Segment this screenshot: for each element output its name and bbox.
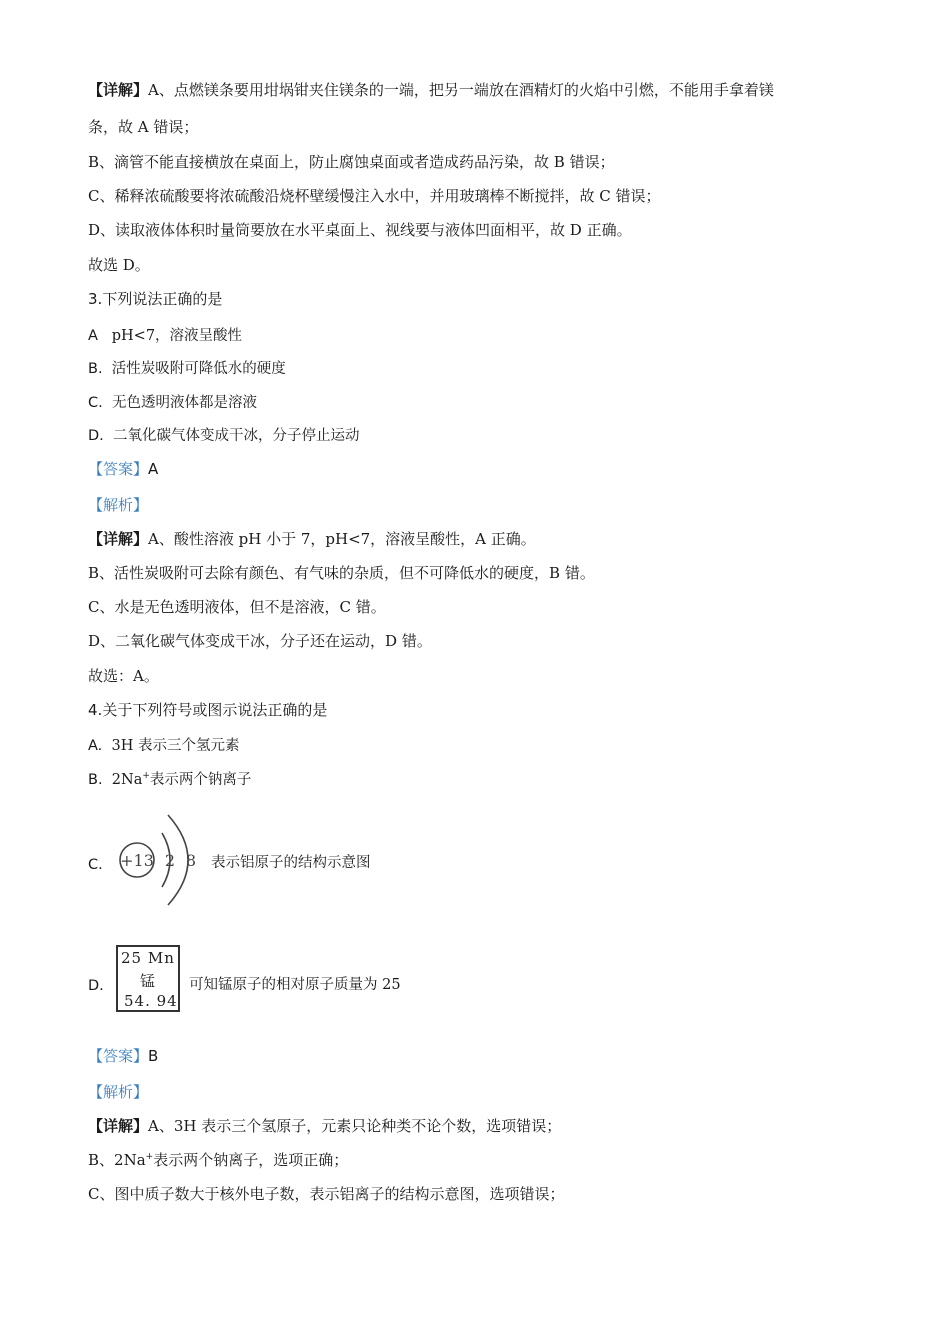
- q3-conclusion: 故选：A。: [88, 667, 159, 685]
- q3-number: 3.: [88, 290, 103, 308]
- shell-2-electrons: 8: [185, 851, 197, 870]
- q4-option-c-letter: C.: [88, 857, 103, 873]
- answer-tag: 【答案】: [88, 1047, 149, 1065]
- nucleus-charge: +13: [120, 851, 154, 870]
- q4-detail-c: C、图中质子数大于核外电子数，表示铝离子的结构示意图，选项错误；: [88, 1185, 565, 1203]
- atomic-number: 25: [121, 949, 143, 967]
- element-name: 锰: [140, 972, 156, 990]
- element-header: [121, 949, 175, 967]
- q4-option-c-text: 表示铝原子的结构示意图: [211, 855, 371, 871]
- q3-option-a: A pH<7，溶液呈酸性: [88, 328, 243, 344]
- q4-stem: 4.关于下列符号或图示说法正确的是: [88, 701, 328, 719]
- q3-option-c: C. 无色透明液体都是溶液: [88, 395, 257, 411]
- q3-option-d: D. 二氧化碳气体变成干冰，分子停止运动: [88, 428, 360, 444]
- q4-analysis-tag: 【解析】: [88, 1083, 149, 1101]
- q2-detail-option-c: C、稀释浓硫酸要将浓硫酸沿烧杯壁缓慢注入水中，并用玻璃棒不断搅拌，故 C 错误；: [88, 187, 661, 205]
- detail-tag: 【详解】: [88, 530, 149, 548]
- q4-option-b: B. 2Na+表示两个钠离子: [88, 771, 252, 788]
- q3-stem: 3.下列说法正确的是: [88, 290, 223, 308]
- q3-answer: [88, 459, 158, 479]
- q3-analysis-tag: 【解析】: [88, 496, 149, 514]
- detail-tag: 【详解】: [88, 1117, 149, 1135]
- q4-option-d-text: 可知锰原子的相对原子质量为 25: [189, 977, 401, 993]
- atomic-mass: 54. 94: [124, 992, 178, 1010]
- answer-tag: 【答案】: [88, 460, 149, 478]
- q4-detail-b: B、2Na+表示两个钠离子，选项正确；: [88, 1151, 349, 1169]
- answer-value: B: [148, 1047, 159, 1065]
- q4-answer: [88, 1046, 158, 1066]
- q2-conclusion: 故选 D。: [88, 256, 150, 274]
- q3-detail-a: 【详解】A、酸性溶液 pH 小于 7，pH<7，溶液呈酸性，A 正确。: [88, 530, 536, 548]
- q3-detail-b: B、活性炭吸附可去除有颜色、有气味的杂质，但不可降低水的硬度，B 错。: [88, 564, 595, 582]
- q3-detail-c: C、水是无色透明液体，但不是溶液，C 错。: [88, 598, 386, 616]
- q2-detail-line-1: 【详解】A、点燃镁条要用坩埚钳夹住镁条的一端，把另一端放在酒精灯的火焰中引燃，不能用手拿着镁: [88, 81, 774, 99]
- q2-detail-option-b: B、滴管不能直接横放在桌面上，防止腐蚀桌面或者造成药品污染，故 B 错误；: [88, 153, 615, 171]
- q3-detail-d: D、二氧化碳气体变成干冰，分子还在运动，D 错。: [88, 632, 432, 650]
- element-symbol: Mn: [147, 949, 175, 967]
- q4-number: 4.: [88, 701, 103, 719]
- q4-detail-a: 【详解】A、3H 表示三个氢原子，元素只论种类不论个数，选项错误；: [88, 1117, 562, 1135]
- manganese-element-cell: [116, 945, 180, 1012]
- answer-value: A: [148, 460, 159, 478]
- q2-detail-option-d: D、读取液体体积时量筒要放在水平桌面上、视线要与液体凹面相平，故 D 正确。: [88, 221, 632, 239]
- shell-1-electrons: 2: [164, 851, 176, 870]
- q3-option-b: B. 活性炭吸附可降低水的硬度: [88, 361, 286, 377]
- detail-tag: 【详解】: [88, 81, 149, 99]
- q4-option-d-letter: D.: [88, 978, 104, 994]
- q4-option-a: A. 3H 表示三个氢元素: [88, 738, 240, 754]
- aluminum-structure-diagram: [112, 805, 208, 911]
- q2-detail-line-2: 条，故 A 错误；: [88, 118, 199, 136]
